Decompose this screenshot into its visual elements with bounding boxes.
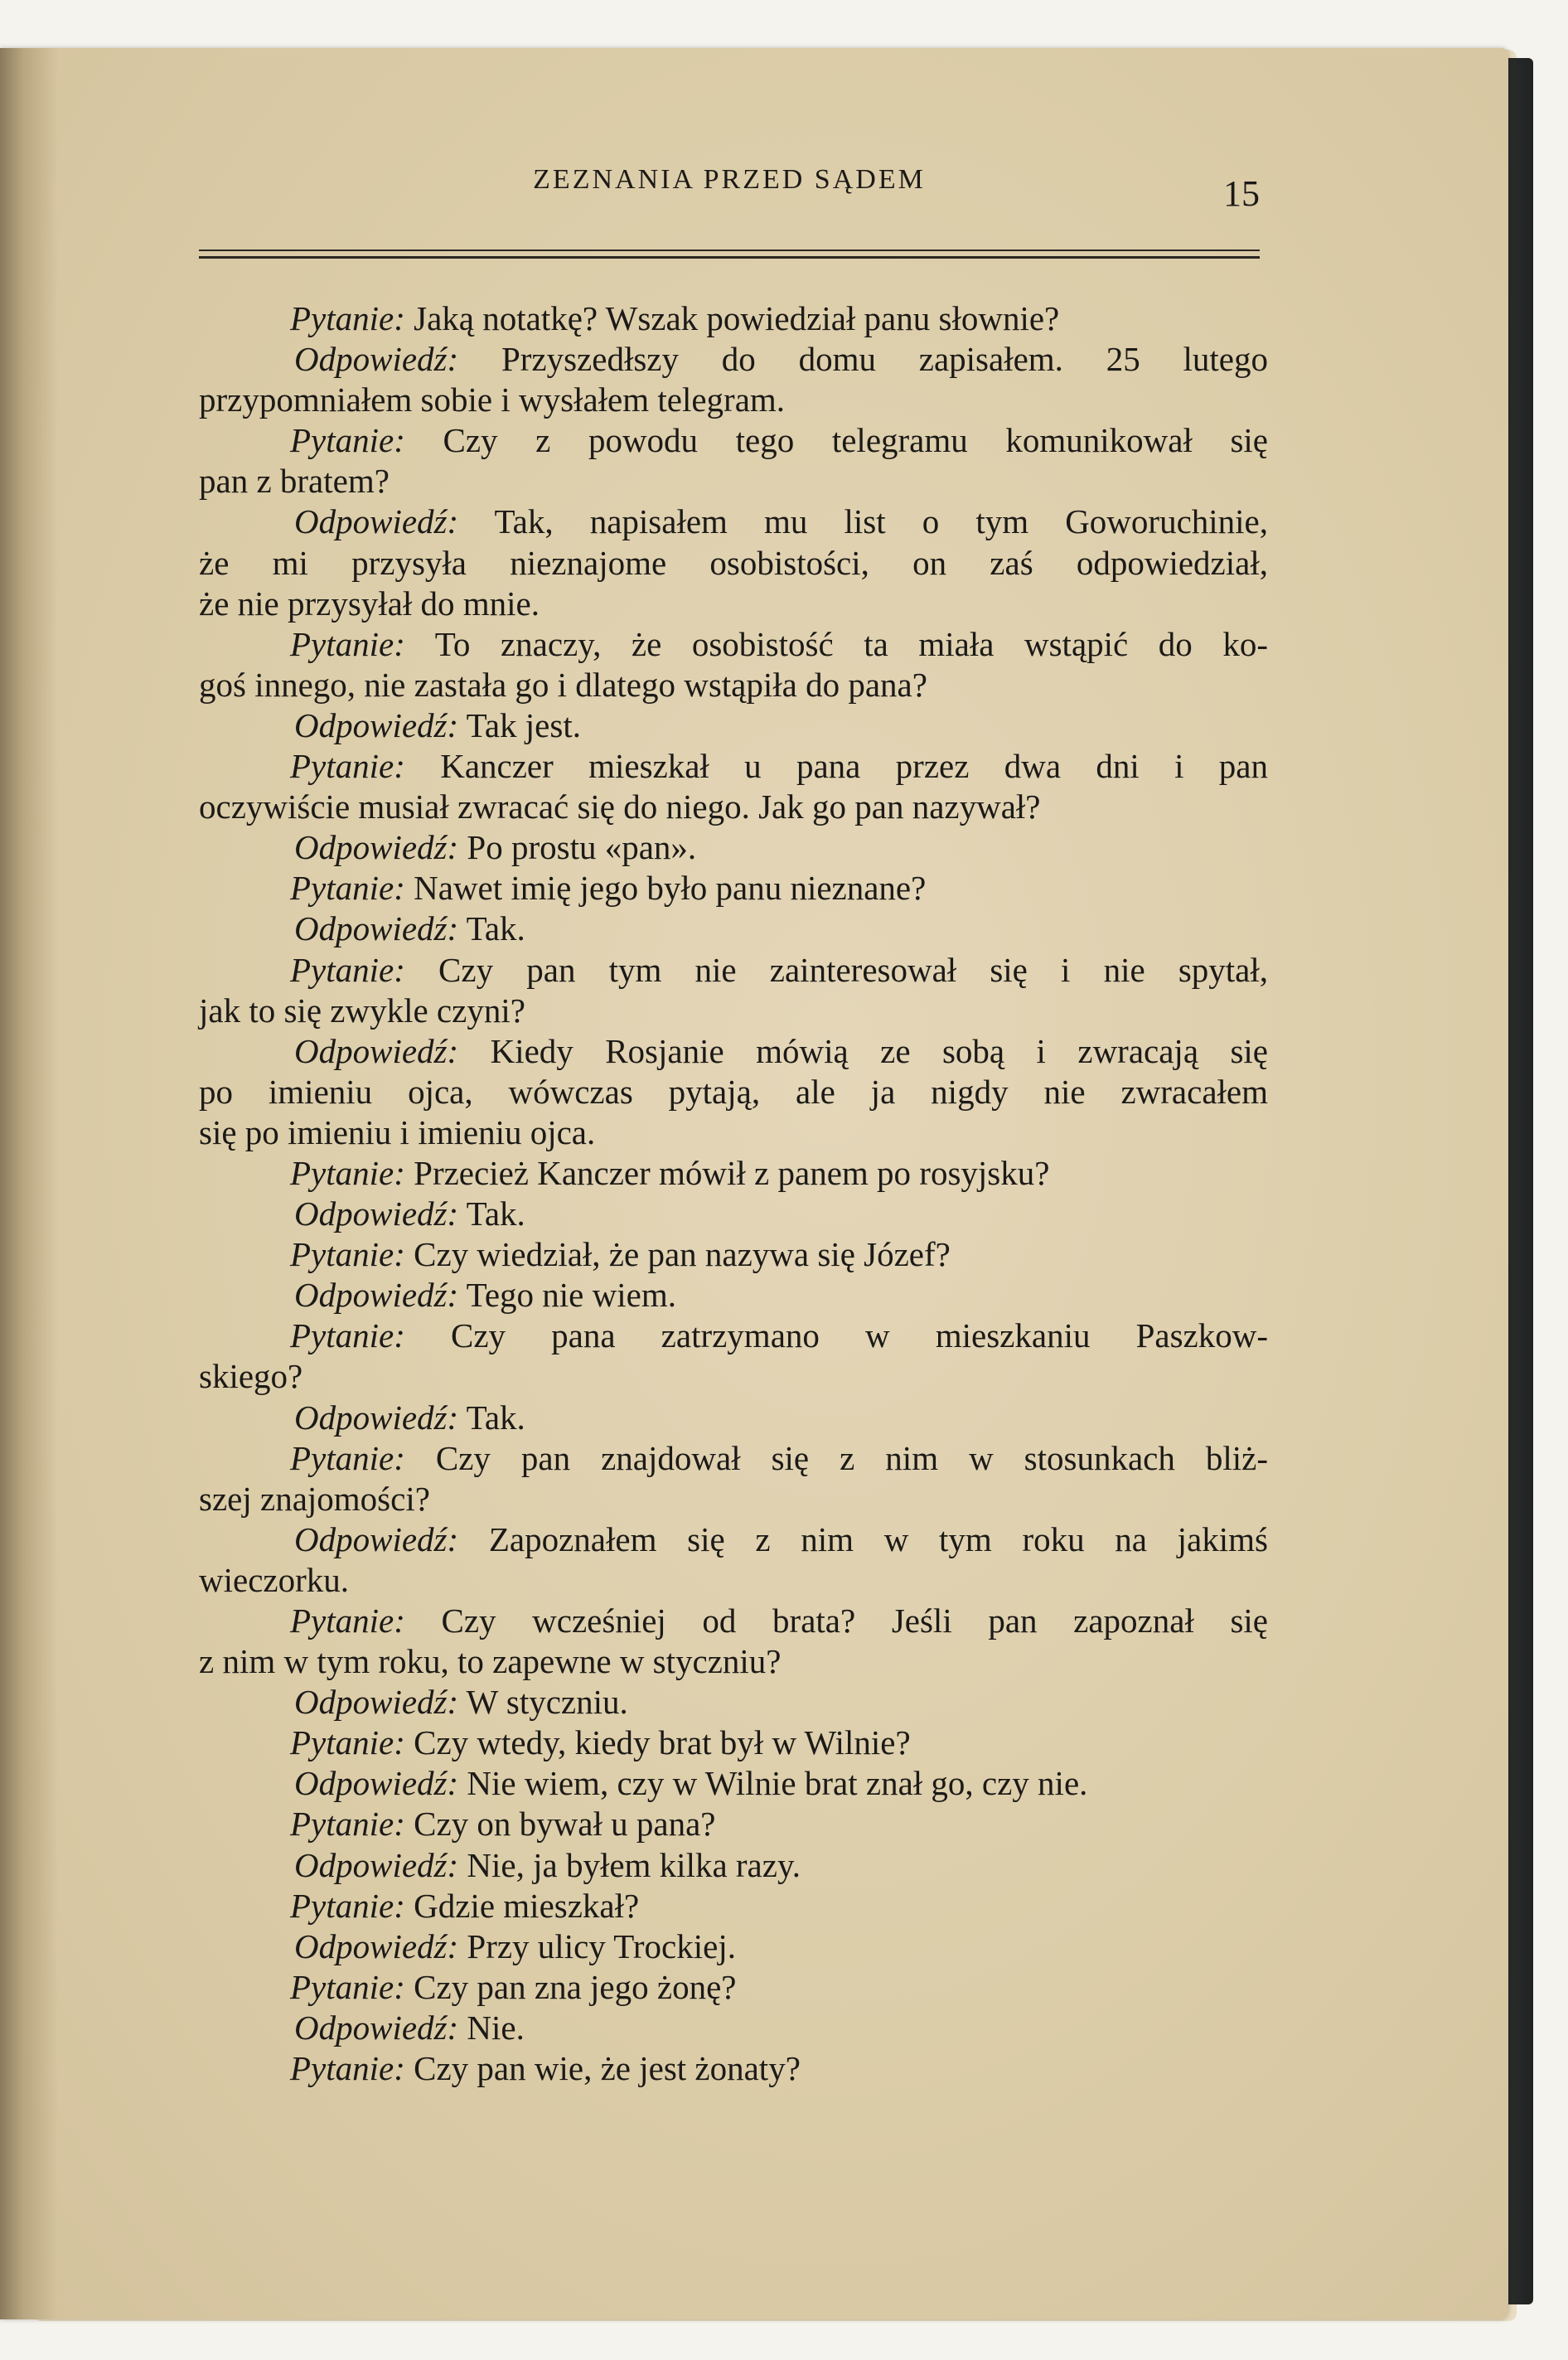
text-line bbox=[199, 461, 1268, 502]
body-text bbox=[199, 298, 1268, 2089]
line-text: Tak. bbox=[458, 909, 525, 948]
line-text: wieczorku. bbox=[199, 1560, 349, 1599]
line-text: Czy pana zatrzymano w mieszkaniu Paszkow- bbox=[404, 1316, 1268, 1355]
line-text: Czy on bywał u pana? bbox=[404, 1805, 716, 1844]
text-line bbox=[199, 1804, 1268, 1844]
text-line bbox=[199, 1641, 1268, 1682]
speaker-label: Pytanie: bbox=[290, 299, 405, 337]
text-line bbox=[199, 1560, 1268, 1601]
text-line bbox=[199, 380, 1268, 420]
speaker-label: Pytanie: bbox=[290, 1316, 405, 1355]
text-line bbox=[199, 1763, 1268, 1804]
text-line bbox=[199, 1519, 1268, 1560]
line-text: Gdzie mieszkał? bbox=[404, 1886, 640, 1925]
text-line bbox=[199, 1031, 1268, 1072]
text-line bbox=[199, 1153, 1268, 1194]
line-text: Nie, ja byłem kilka razy. bbox=[458, 1845, 801, 1884]
line-text: Tak. bbox=[458, 1195, 525, 1233]
text-line bbox=[199, 1845, 1268, 1886]
page-header bbox=[199, 164, 1260, 239]
line-text: Nie wiem, czy w Wilnie brat znał go, czy nie. bbox=[458, 1764, 1088, 1803]
text-line bbox=[199, 1601, 1268, 1641]
line-text: przypomniałem sobie i wysłałem telegram. bbox=[199, 380, 786, 419]
text-line bbox=[199, 2048, 1268, 2089]
speaker-label: Pytanie: bbox=[290, 1805, 405, 1844]
speaker-label: Pytanie: bbox=[290, 1438, 405, 1477]
line-text: Kanczer mieszkał u pana przez dwa dni i pan bbox=[404, 747, 1268, 786]
text-line bbox=[199, 991, 1268, 1031]
line-text: skiego? bbox=[199, 1357, 303, 1396]
text-line bbox=[199, 502, 1268, 542]
line-text: Tego nie wiem. bbox=[458, 1276, 676, 1315]
text-line bbox=[199, 1234, 1268, 1275]
text-line bbox=[199, 665, 1268, 705]
speaker-label: Odpowiedź: bbox=[294, 502, 459, 541]
line-text: Przy ulicy Trockiej. bbox=[458, 1926, 736, 1965]
text-line bbox=[199, 950, 1268, 991]
header-rule-thick bbox=[199, 256, 1260, 259]
speaker-label: Odpowiedź: bbox=[294, 2008, 459, 2047]
line-text: Kiedy Rosjanie mówią ze sobą i zwracają się bbox=[458, 1031, 1268, 1070]
line-text: jak to się zwykle czyni? bbox=[199, 991, 525, 1030]
header-rule-thin bbox=[199, 250, 1260, 251]
line-text: że mi przysyła nieznajome osobistości, on zaś odpowiedział, bbox=[199, 543, 1268, 582]
line-text: Czy pan znajdował się z nim w stosunkach bliż- bbox=[404, 1438, 1268, 1477]
speaker-label: Pytanie: bbox=[290, 869, 405, 908]
text-line bbox=[199, 1112, 1268, 1153]
binding-gutter bbox=[0, 48, 58, 2319]
speaker-label: Pytanie: bbox=[290, 1886, 405, 1925]
speaker-label: Odpowiedź: bbox=[294, 909, 459, 948]
text-line bbox=[199, 1926, 1268, 1967]
book-page bbox=[0, 48, 1508, 2319]
text-line bbox=[199, 543, 1268, 584]
line-text: Czy pan zna jego żonę? bbox=[404, 1967, 737, 2006]
line-text: się po imieniu i imieniu ojca. bbox=[199, 1112, 596, 1151]
text-line bbox=[199, 909, 1268, 949]
speaker-label: Odpowiedź: bbox=[294, 705, 459, 744]
speaker-label: Odpowiedź: bbox=[294, 1031, 459, 1070]
speaker-label: Pytanie: bbox=[290, 1153, 405, 1192]
text-line bbox=[199, 339, 1268, 380]
line-text: Nawet imię jego było panu nieznane? bbox=[404, 869, 927, 908]
line-text: Tak, napisałem mu list o tym Goworuchinie, bbox=[458, 502, 1268, 541]
text-line bbox=[199, 1967, 1268, 2008]
line-text: Czy pan wie, że jest żonaty? bbox=[404, 2049, 801, 2088]
text-line bbox=[199, 1886, 1268, 1926]
text-line bbox=[199, 1275, 1268, 1316]
line-text: Czy wtedy, kiedy brat był w Wilnie? bbox=[404, 1723, 911, 1762]
line-text: z nim w tym roku, to zapewne w styczniu? bbox=[199, 1642, 782, 1681]
speaker-label: Pytanie: bbox=[290, 2049, 405, 2088]
line-text: Tak. bbox=[458, 1398, 525, 1437]
text-line bbox=[199, 1723, 1268, 1763]
speaker-label: Pytanie: bbox=[290, 1723, 405, 1762]
line-text: po imieniu ojca, wówczas pytają, ale ja nigdy nie zwracałem bbox=[199, 1072, 1268, 1111]
text-line bbox=[199, 420, 1268, 461]
text-line bbox=[199, 2008, 1268, 2048]
line-text: oczywiście musiał zwracać się do niego. Jak go pan nazywał? bbox=[199, 787, 1041, 826]
line-text: Czy pan tym nie zainteresował się i nie spytał, bbox=[404, 950, 1268, 989]
text-line bbox=[199, 868, 1268, 909]
speaker-label: Odpowiedź: bbox=[294, 1398, 459, 1437]
text-line bbox=[199, 1194, 1268, 1234]
speaker-label: Odpowiedź: bbox=[294, 1276, 459, 1315]
speaker-label: Pytanie: bbox=[290, 747, 405, 786]
line-text: Czy wcześniej od brata? Jeśli pan zapoznał się bbox=[404, 1602, 1268, 1640]
speaker-label: Odpowiedź: bbox=[294, 1195, 459, 1233]
line-text: szej znajomości? bbox=[199, 1479, 430, 1518]
line-text: pan z bratem? bbox=[199, 462, 390, 501]
speaker-label: Pytanie: bbox=[290, 950, 405, 989]
text-line bbox=[199, 1682, 1268, 1723]
speaker-label: Odpowiedź: bbox=[294, 1845, 459, 1884]
speaker-label: Odpowiedź: bbox=[294, 340, 459, 379]
line-text: Przyszedłszy do domu zapisałem. 25 lutego bbox=[458, 340, 1268, 379]
line-text: Czy wiedział, że pan nazywa się Józef? bbox=[404, 1235, 951, 1274]
speaker-label: Pytanie: bbox=[290, 1235, 405, 1274]
text-line bbox=[199, 298, 1268, 339]
text-line bbox=[199, 746, 1268, 787]
line-text: Jaką notatkę? Wszak powiedział panu słownie? bbox=[404, 299, 1060, 337]
line-text: że nie przysyłał do mnie. bbox=[199, 584, 540, 623]
page-number: 15 bbox=[1223, 173, 1260, 214]
speaker-label: Pytanie: bbox=[290, 1967, 405, 2006]
speaker-label: Pytanie: bbox=[290, 624, 405, 663]
speaker-label: Pytanie: bbox=[290, 421, 405, 460]
speaker-label: Pytanie: bbox=[290, 1602, 405, 1640]
text-line bbox=[199, 1398, 1268, 1438]
line-text: Zapoznałem się z nim w tym roku na jakimś bbox=[458, 1519, 1268, 1558]
speaker-label: Odpowiedź: bbox=[294, 1519, 459, 1558]
text-line bbox=[199, 1438, 1268, 1479]
line-text: goś innego, nie zastała go i dlatego wstąpiła do pana? bbox=[199, 665, 927, 704]
text-line bbox=[199, 1316, 1268, 1356]
line-text: Przecież Kanczer mówił z panem po rosyjsku? bbox=[404, 1153, 1050, 1192]
text-line bbox=[199, 1356, 1268, 1397]
text-line bbox=[199, 787, 1268, 827]
text-line bbox=[199, 827, 1268, 868]
line-text: To znaczy, że osobistość ta miała wstąpić do ko- bbox=[404, 624, 1268, 663]
text-line bbox=[199, 624, 1268, 665]
text-line bbox=[199, 705, 1268, 746]
text-line bbox=[199, 584, 1268, 624]
speaker-label: Odpowiedź: bbox=[294, 1764, 459, 1803]
text-line bbox=[199, 1479, 1268, 1519]
line-text: Tak jest. bbox=[458, 705, 581, 744]
line-text: W styczniu. bbox=[458, 1683, 628, 1722]
speaker-label: Odpowiedź: bbox=[294, 828, 459, 867]
speaker-label: Odpowiedź: bbox=[294, 1926, 459, 1965]
speaker-label: Odpowiedź: bbox=[294, 1683, 459, 1722]
line-text: Po prostu «pan». bbox=[458, 828, 697, 867]
text-line bbox=[199, 1072, 1268, 1112]
line-text: Czy z powodu tego telegramu komunikował się bbox=[404, 421, 1268, 460]
running-title: ZEZNANIA PRZED SĄDEM bbox=[533, 164, 926, 195]
line-text: Nie. bbox=[458, 2008, 525, 2047]
